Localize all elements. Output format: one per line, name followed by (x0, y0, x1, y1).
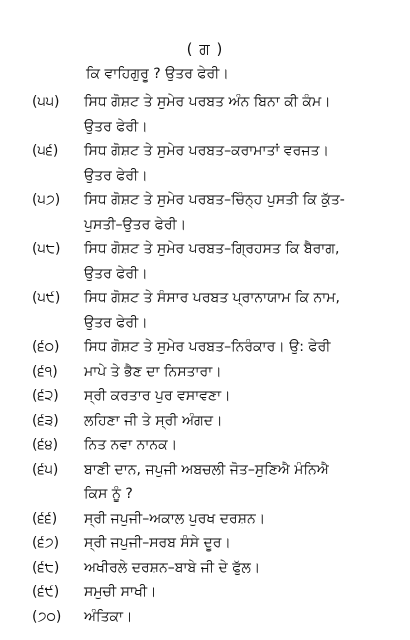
entry-text-line: ਅੰਤਿਕਾ। (84, 608, 133, 625)
entry-number: (੬੮) (32, 559, 60, 576)
contents-entry (32, 605, 392, 630)
entry-number: (੬੬) (32, 510, 58, 527)
entry-text-line: ਸਮੁਚੀ ਸਾਖੀ। (84, 584, 157, 600)
contents-entry (32, 409, 392, 434)
entry-text-line: ਸਿਧ ਗੋਸ਼ਟ ਤੇ ਸੁਮੇਰ ਪਰਬਤ ਅੰਨ ਬਿਨਾ ਕੀ ਕੰਮ। (84, 94, 331, 110)
entry-number: (੬੫) (32, 461, 59, 478)
contents-entry (32, 237, 392, 286)
contents-entry (32, 458, 392, 507)
entry-text-line: ਕਿਸ ਨੂੰ ? (84, 486, 133, 502)
intro-line: ਕਿ ਵਾਹਿਗੁਰੂ ? ਉਤਰ ਫੇਰੀ। (86, 66, 229, 82)
entry-number: (੬੯) (32, 584, 60, 600)
entry-number: (੬੨) (32, 388, 59, 404)
entry-number: (੫੬) (32, 143, 59, 159)
entry-number: (੫੭) (32, 192, 61, 208)
entry-text-line: ਮਾਪੇ ਤੇ ਭੈਣ ਦਾ ਨਿਸਤਾਰਾ। (84, 363, 222, 380)
entry-text-line: ਸਿਧ ਗੋਸ਼ਟ ਤੇ ਸੁਮੇਰ ਪਰਬਤ–ਕਰਾਮਾਤਾਂ ਵਰਜਤ। (84, 143, 329, 159)
contents-list (32, 90, 392, 629)
entry-number: (੬੩) (32, 412, 59, 429)
entry-number: (੬੦) (32, 339, 60, 355)
entry-number: (੫੮) (32, 241, 61, 257)
entry-text-line: ਉਤਰ ਫੇਰੀ। (84, 314, 148, 331)
contents-entry (32, 531, 392, 556)
entry-number: (੬੪) (32, 437, 59, 453)
entry-number: (੬੧) (32, 363, 58, 380)
entry-text-line: ਉਤਰ ਫੇਰੀ। (84, 118, 148, 135)
entry-text-line: ਲਹਿਣਾ ਜੀ ਤੇ ਸ੍ਰੀ ਅੰਗਦ। (84, 412, 223, 429)
entry-text-line: ਸ੍ਰੀ ਜਪੁਜੀ–ਸਰਬ ਸੰਸੇ ਦੂਰ। (84, 535, 231, 551)
entry-text-line: ਸਿਧ ਗੋਸ਼ਟ ਤੇ ਸੁਮੇਰ ਪਰਬਤ–ਚਿੰਨ੍ਹ ਪੁਸਤੀ ਕਿ ਕੁੱਤ- (84, 192, 345, 208)
contents-entry (32, 507, 392, 532)
entry-text-line: ਉਤਰ ਫੇਰੀ। (84, 265, 148, 282)
entry-number: (੭੦) (32, 608, 62, 625)
contents-entry (32, 556, 392, 581)
contents-entry (32, 580, 392, 605)
entry-text-line: ਸ੍ਰੀ ਜਪੁਜੀ–ਅਕਾਲ ਪੁਰਖ ਦਰਸ਼ਨ। (84, 510, 266, 527)
contents-entry (32, 384, 392, 409)
contents-entry (32, 90, 392, 139)
entry-text-line: ਪੁਸਤੀ–ਉਤਰ ਫੇਰੀ। (84, 216, 187, 233)
contents-entry (32, 335, 392, 360)
entry-number: (੬੭) (32, 535, 60, 551)
entry-number: (੫੫) (32, 94, 60, 110)
entry-text-line: ਸਿਧ ਗੋਸ਼ਟ ਤੇ ਸੁਮੇਰ ਪਰਬਤ–ਨਿਰੰਕਾਰ। ਉ: ਫੇਰੀ (84, 339, 331, 355)
entry-text-line: ਸਿਧ ਗੋਸ਼ਟ ਤੇ ਸੁਮੇਰ ਪਰਬਤ–ਗ੍ਰਿਹਸਤ ਕਿ ਬੈਰਾਗ, (84, 241, 340, 257)
contents-entry (32, 433, 392, 458)
contents-entry (32, 286, 392, 335)
entry-text-line: ਅਖੀਰਲੇ ਦਰਸ਼ਨ–ਬਾਬੇ ਜੀ ਦੇ ਫੁੱਲ। (84, 559, 261, 576)
entry-text-line: ਸ੍ਰੀ ਕਰਤਾਰ ਪੁਰ ਵਸਾਵਣਾ। (84, 388, 231, 404)
entry-text-line: ਸਿਧ ਗੋਸ਼ਟ ਤੇ ਸੰਸਾਰ ਪਰਬਤ ਪ੍ਰਾਨਾਯਾਮ ਕਿ ਨਾਮ, (84, 290, 340, 306)
contents-entry (32, 139, 392, 188)
entry-text-line: ਬਾਣੀ ਦਾਨ, ਜਪੁਜੀ ਅਬਚਲੀ ਜੋਤ–ਸੁਣਿਐ ਮੰਨਿਐ (84, 461, 329, 478)
entry-text-line: ਉਤਰ ਫੇਰੀ। (84, 167, 148, 184)
contents-entry (32, 188, 392, 237)
page-header: ( ਗ ) (186, 40, 224, 58)
entry-number: (੫੯) (32, 290, 61, 306)
entry-text-line: ਨਿਤ ਨਵਾ ਨਾਨਕ। (84, 437, 178, 453)
contents-entry (32, 360, 392, 385)
